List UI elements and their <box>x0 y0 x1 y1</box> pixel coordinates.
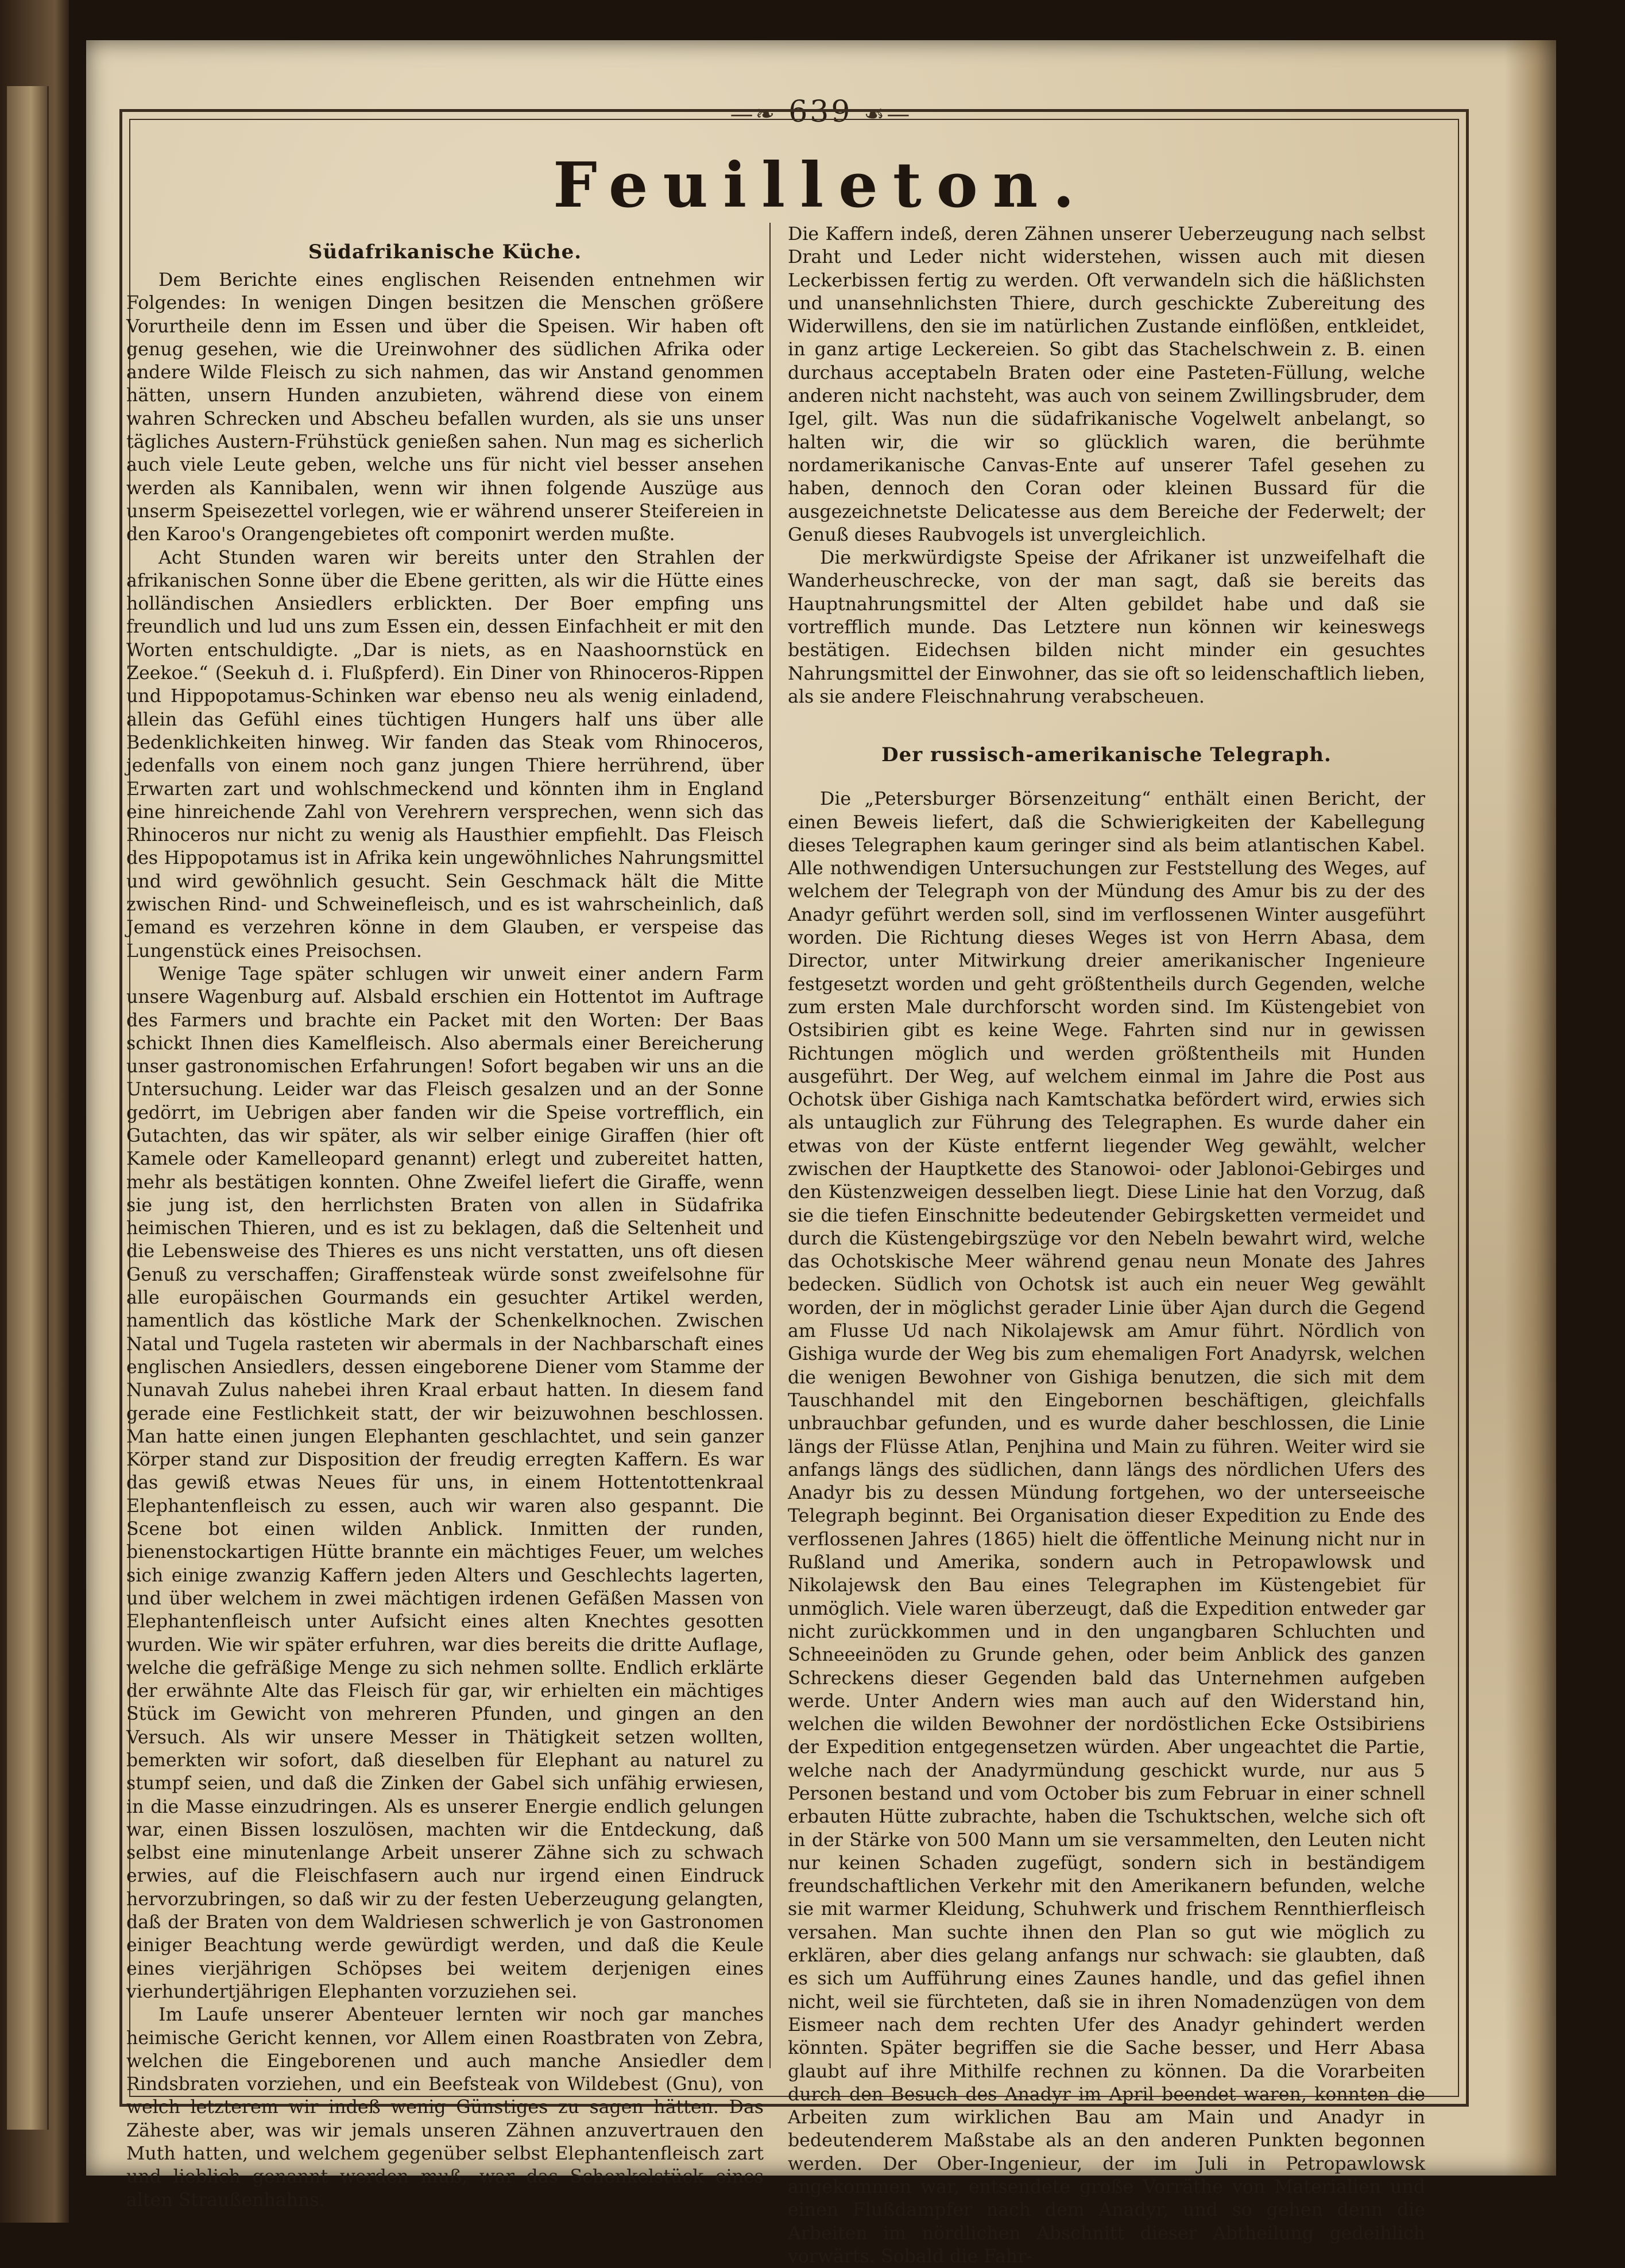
left-ornament-icon: —❧ <box>730 101 777 127</box>
article-paragraph: Acht Stunden waren wir bereits unter den Strahlen der afrikanischen Sonne über die Ebene geritten, als wir die Hütte eines holländischen Ansiedlers erblickten. Der Boer empfing uns freundlich und lud uns zum Essen ein, dessen Einfachheit er mit den Worten entschuldigte. „Dar is niets, as en Naashoornstück en Zeekoe.“ (Seekuh d. i. Flußpferd). Ein Diner von Rhinoceros-Rippen und Hippopotamus-Schinken war ebenso neu als wenig einladend, allein das Gefühl eines tüchtigen Hungers half uns über alle Bedenklichkeiten hinweg. Wir fanden das Steak vom Rhinoceros, jedenfalls von einem noch ganz jungen Thiere herrührend, über Erwarten zart und wohlschmeckend und könnten ihm in England eine hinreichende Zahl von Verehrern versprechen, wenn sich das Rhinoceros nur nicht zu wenig als Hausthier empfiehlt. Das Fleisch des Hippopotamus ist in Afrika kein ungewöhnliches Nahrungsmittel und wird gewöhnlich gesucht. Sein Geschmack hält die Mitte zwischen Rind- und Schweinefleisch, und es ist wahrscheinlich, daß Jemand es verzehren könne in dem Glauben, er verspeise das Lungenstück eines Preisochsen. <box>126 547 764 962</box>
right-ornament-icon: ☙— <box>864 101 912 127</box>
page-edge-shadow <box>1504 40 1556 2176</box>
column-divider <box>769 223 771 2068</box>
book-binding-left <box>0 0 69 2223</box>
article-paragraph: Die merkwürdigste Speise der Afrikaner ist unzweifelhaft die Wanderheuschrecke, von der man sagt, daß sie bereits das Hauptnahrungsmittel der Alten gebildet habe und daß sie vortrefflich munde. Das Letztere nun können wir keineswegs bestätigen. Eidechsen bilden nicht minder ein gesuchtes Nahrungsmittel der Einwohner, das sie oft so leidenschaftlich lieben, als sie andere Fleischnahrung verabscheuen. <box>788 548 1425 707</box>
newspaper-page <box>86 40 1556 2267</box>
left-column <box>126 235 764 2212</box>
article-title-telegraph: Der russisch-amerikanische Telegraph. <box>881 743 1332 767</box>
article-paragraph: Die „Petersburger Börsenzeitung“ enthält einen Bericht, der einen Beweis liefert, daß die Schwierigkeiten der Kabellegung dieses Telegraphen kaum geringer sind als beim atlantischen Kabel. Alle nothwendigen Untersuchungen zur Feststellung des Weges, auf welchem der Telegraph von der Mündung des Amur bis zu der des Anadyr geführt werden soll, sind im verflossenen Winter ausgeführt worden. Die Richtung dieses Weges ist von Herrn Abasa, dem Director, unter Mitwirkung dreier amerikanischer Ingenieure festgesetzt worden und geht größtentheils durch Gegenden, welche zum ersten Male durchforscht worden sind. Im Küstengebiet von Ostsibirien gibt es keine Wege. Fahrten sind nur in gewissen Richtungen möglich und werden größtentheils mit Hunden ausgeführt. Der Weg, auf welchem einmal im Jahre die Post aus Ochotsk über Gishiga nach Kamtschatka befördert wird, erwies sich als untauglich zur Führung des Telegraphen. Es wurde daher ein etwas von der Küste entfernt liegender Weg gewählt, welcher zwischen der Hauptkette des Stanowoi- oder Jablonoi-Gebirges und den Küstenzweigen desselben liegt. Diese Linie hat den Vorzug, daß sie die tiefen Einschnitte bedeutender Gebirgsketten vermeidet und durch die Küstengebirgszüge vor den Nebeln bewahrt wird, welche das Ochotskische Meer während genau neun Monate des Jahres bedecken. Südlich von Ochotsk ist auch ein neuer Weg gewählt worden, der in möglichst gerader Linie über Ajan durch die Gegend am Flusse Ud nach Nikolajewsk am Amur führt. Nördlich von Gishiga wurde der Weg bis zum ehemaligen Fort Anadyrsk, welchen die wenigen Bewohner von Gishiga benutzen, die sich mit dem Tauschhandel mit den Eingebornen beschäftigen, gleichfalls unbrauchbar gefunden, und es wurde daher beschlossen, die Linie längs der Flüsse Atlan, Penjhina und Main zu führen. Weiter wird sie anfangs längs des südlichen, dann längs des nördlichen Ufers des Anadyr bis zu dessen Mündung fortgehen, wo der unterseeische Telegraph beginnt. Bei Organisation dieser Expedition zu Ende des verflossenen Jahres (1865) hielt die öffentliche Meinung nicht nur in Rußland und Amerika, sondern auch in Petropawlowsk und Nikolajewsk den Bau eines Telegraphen im Küstengebiet für unmöglich. Viele waren überzeugt, daß die Expedition entweder gar nicht zurückkommen und in den ungangbaren Schluchten und Schneeeinöden zu Grunde gehen, oder beim Anblick des ganzen Schreckens dieser Gegenden bald das Unternehmen aufgeben werde. Unter Andern wies man auch auf den Widerstand hin, welchen die wilden Bewohner der nordöstlichen Ecke Ostsibiriens der Expedition entgegensetzen würden. Aber ungeachtet die Partie, welche nach der Anadyrmündung geschickt wurde, nur aus 5 Personen bestand und vom October bis zum Februar in einer schnell erbauten Hütte zubrachte, haben die Tschuktschen, welche sich oft in der Stärke von 500 Mann um sie versammelten, den Leuten nicht nur keinen Schaden zugefügt, sondern sich in beständigem freundschaftlichen Verkehr mit den Amerikanern befunden, welche sie mit warmer Kleidung, Schuhwerk und frischem Rennthierfleisch versahen. Man suchte ihnen den Plan so gut wie möglich zu erklären, aber dies gelang anfangs nur schwach: sie glaubten, daß es sich um Aufführung eines Zaunes handle, und das gefiel ihnen nicht, weil sie fürchteten, daß sie in ihren Nomadenzügen von dem Eismeer nach dem rechten Ufer des Anadyr gehindert werden könnten. Später begriffen sie die Sache besser, und Herr Abasa glaubt auf ihre Mithilfe rechnen zu können. Da die Vorarbeiten durch den Besuch des Anadyr im April beendet waren, konnten die Arbeiten zum wirklichen Bau am Main und Anadyr in bedeutenderem Maßstabe als an den anderen Punkten begonnen werden. Der Ober-Ingenieur, der im Juli in Petropawlowsk angekommen war, entsendete große Vorräthe von Materialien und einen Flußdampfer nach dem Anadyr, und so gehen denn die Arbeiten im nördlichen Abschnitt dieser Abtheilung gedeihlich vorwärts. Sobald die Fahr- <box>788 789 1425 2267</box>
page-number-text: 639 <box>788 95 853 129</box>
article-continuation: Die Kaffern indeß, deren Zähnen unserer Ueberzeugung nach selbst Draht und Leder nicht widerstehen, wissen auch mit diesen Leckerbissen fertig zu werden. Oft verwandeln sich die häßlichsten und unansehnlichsten Thiere, durch geschickte Zubereitung des Widerwillens, den sie im natürlichen Zustande einflößen, entkleidet, in ganz artige Leckereien. So gibt das Stachelschwein z. B. einen durchaus acceptabeln Braten oder eine Pasteten-Füllung, welche anderen nicht nachsteht, was auch von seinem Zwillingsbruder, dem Igel, gilt. Was nun die südafrikanische Vogelwelt anbelangt, so halten wir, die wir so glücklich waren, die berühmte nordamerikanische Canvas-Ente auf unserer Tafel gesehen zu haben, dennoch den Coran oder kleinen Bussard für die ausgezeichnetste Delicatesse aus dem Bereiche der Federwelt; der Genuß dieses Raubvogels ist unvergleichlich. <box>788 224 1425 545</box>
right-column <box>788 223 1425 2268</box>
article-paragraph: Wenige Tage später schlugen wir unweit einer andern Farm unsere Wagenburg auf. Alsbald erschien ein Hottentot im Auftrage des Farmers und brachte ein Packet mit den Worten: Der Baas schickt Ihnen dies Kamelfleisch. Also abermals einer Bereicherung unser gastronomischen Erfahrungen! Sofort begaben wir uns an die Untersuchung. Leider war das Fleisch gesalzen und an der Sonne gedörrt, im Uebrigen aber fanden wir die Speise vortrefflich, ein Gutachten, das wir später, als wir selber einige Giraffen (hier oft Kamele oder Kamelleopard genannt) erlegt und zubereitet hatten, mehr als bestätigen konnten. Ohne Zweifel liefert die Giraffe, wenn sie jung ist, den herrlichsten Braten von allen in Südafrika heimischen Thieren, und es ist zu beklagen, daß die Seltenheit und die Lebensweise des Thieres es uns nicht verstatten, uns oft diesen Genuß zu verschaffen; Giraffensteak würde sonst zweifelsohne für alle europäischen Gourmands ein gesuchter Artikel werden, namentlich das köstliche Mark der Schenkelknochen. Zwischen Natal und Tugela rasteten wir abermals in der Nachbarschaft eines englischen Ansiedlers, dessen eingeborene Diener vom Stamme der Nunavah Zulus nahebei ihren Kraal erbaut hatten. In diesem fand gerade eine Festlichkeit statt, der wir beizuwohnen beschlossen. Man hatte einen jungen Elephanten geschlachtet, und sein ganzer Körper stand zur Disposition der freudig erregten Kaffern. Es war das gewiß etwas Neues für uns, in einem Hottentottenkraal Elephantenfleisch zu essen, auch wir waren also gespannt. Die Scene bot einen wilden Anblick. Inmitten der runden, bienenstockartigen Hütte brannte ein mächtiges Feuer, um welches sich einige zwanzig Kaffern jeden Alters und Geschlechts lagerten, und über welchem in zwei mächtigen irdenen Gefäßen Massen von Elephantenfleisch unter Aufsicht eines alten Knechtes gesotten wurden. Wie wir später erfuhren, war dies bereits die dritte Auflage, welche die gefräßige Menge zu sich nehmen sollte. Endlich erklärte der erwähnte Alte das Fleisch für gar, wir erhielten ein mächtiges Stück im Gewicht von mehreren Pfunden, und gingen an den Versuch. Als wir unsere Messer in Thätigkeit setzen wollten, bemerkten wir sofort, daß dieselben für Elephant au naturel zu stumpf seien, und daß die Zinken der Gabel sich unfähig erwiesen, in die Masse einzudringen. Als es unserer Energie endlich gelungen war, einen Bissen loszulösen, machten wir die Entdeckung, daß selbst eine minutenlange Arbeit unserer Zähne sich zu schwach erwies, auf die Fleischfasern auch nur irgend einen Eindruck hervorzubringen, so daß wir zu der festen Ueberzeugung gelangten, daß der Braten von dem Waldriesen schwerlich je von Gastronomen einiger Beachtung werde gewürdigt werden, und daß die Keule eines vierjährigen Schöpses bei weitem derjenigen eines vierhundertjährigen Elephanten vorzuziehen sei. <box>126 963 764 2002</box>
previous-page-edge <box>7 86 49 2130</box>
article-title-cuisine: Südafrikanische Küche. <box>308 241 582 263</box>
article-paragraph: Im Laufe unserer Abenteuer lernten wir noch gar manches heimische Gericht kennen, vor Allem einen Roastbraten von Zebra, welchen die Eingeborenen und auch manche Ansiedler dem Rindsbraten vorziehen, und ein Beefsteak von Wildebest (Gnu), von welch letzterem wir indeß wenig Günstiges zu sagen hätten. Das Zäheste aber, was wir jemals unseren Zähnen anzuvertrauen den Muth hatten, und welchem gegenüber selbst Elephantenfleisch zart und lieblich genannt werden muß, war das Schenkelstück eines alten Straußenhahns. <box>126 2005 764 2211</box>
masthead-title: Feuilleton. <box>553 149 1089 222</box>
article-paragraph: Dem Berichte eines englischen Reisenden entnehmen wir Folgendes: In wenigen Dingen besitzen die Menschen größere Vorurtheile denn im Essen und über die Speisen. Wir haben oft genug gesehen, wie die Ureinwohner des südlichen Afrika oder andere Wilde Fleisch zu sich nahmen, das wir Anstand genommen hätten, unsern Hunden anzubieten, während diese von einem wahren Schrecken und Abscheu befallen wurden, als sie uns unser tägliches Austern-Frühstück genießen sahen. Nun mag es sicherlich auch viele Leute geben, welche uns für nicht viel besser ansehen werden als Kannibalen, wenn wir ihnen folgende Auszüge aus unserm Speisezettel vorlegen, wie er während unserer Steifereien in den Karoo's Orangengebietes oft componirt werden mußte. <box>126 270 764 545</box>
